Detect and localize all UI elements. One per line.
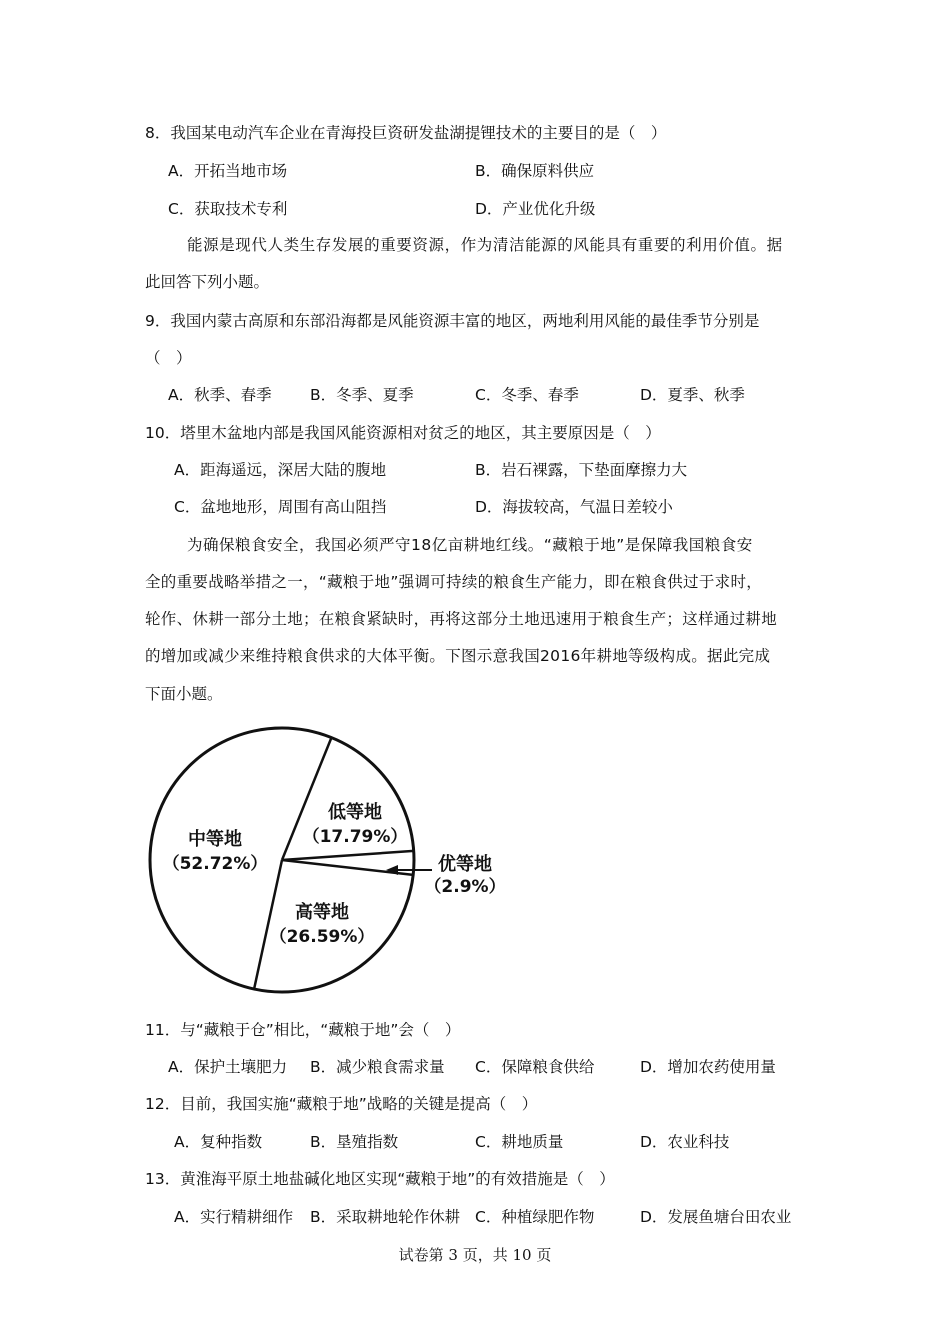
page-footer: 试卷第 3 页，共 10 页	[398, 1246, 552, 1264]
label-excellent-grade-name: 优等地	[438, 854, 492, 875]
q12-option-a: A．复种指数	[174, 1133, 263, 1151]
label-high-grade-value: （26.59%）	[269, 927, 375, 947]
q13-stem: 13．黄淮海平原土地盐碱化地区实现“藏粮于地”的有效措施是（ ）	[145, 1170, 615, 1188]
label-excellent-grade-value: （2.9%）	[424, 877, 506, 897]
q12-stem: 12．目前，我国实施“藏粮于地”战略的关键是提高（ ）	[145, 1095, 538, 1113]
passage2-line5: 下面小题。	[145, 685, 223, 703]
q10-stem: 10．塔里木盆地内部是我国风能资源相对贫乏的地区，其主要原因是（ ）	[145, 424, 661, 442]
q9-option-c: C．冬季、春季	[475, 386, 579, 404]
q13-option-d: D．发展鱼塘台田农业	[640, 1208, 792, 1226]
q8-option-c: C．获取技术专利	[168, 200, 288, 218]
passage1-line2: 此回答下列小题。	[145, 273, 270, 291]
label-high-grade-name: 高等地	[295, 902, 349, 923]
q8-option-d: D．产业优化升级	[475, 200, 596, 218]
passage1-line1: 能源是现代人类生存发展的重要资源，作为清洁能源的风能具有重要的利用价值。据	[187, 236, 783, 254]
q13-option-a: A．实行精耕细作	[174, 1208, 294, 1226]
q11-option-c: C．保障粮食供给	[475, 1058, 595, 1076]
q9-stem-line1: 9．我国内蒙古高原和东部沿海都是风能资源丰富的地区，两地利用风能的最佳季节分别是	[145, 312, 760, 330]
q10-option-d: D．海拔较高，气温日差较小	[475, 498, 673, 516]
label-low-grade-name: 低等地	[328, 802, 382, 823]
label-medium-grade-name: 中等地	[188, 829, 242, 850]
q9-stem-line2: （ ）	[145, 349, 192, 367]
q9-option-a: A．秋季、春季	[168, 386, 272, 404]
q8-option-b: B．确保原料供应	[475, 162, 595, 180]
q12-option-c: C．耕地质量	[475, 1133, 564, 1151]
q10-option-c: C．盆地地形，周围有高山阻挡	[174, 498, 387, 516]
q13-option-b: B．采取耕地轮作休耕	[310, 1208, 461, 1226]
farmland-grade-pie-chart	[140, 720, 520, 1010]
q13-option-c: C．种植绿肥作物	[475, 1208, 595, 1226]
q10-option-a: A．距海遥远，深居大陆的腹地	[174, 461, 387, 479]
q10-option-b: B．岩石裸露，下垫面摩擦力大	[475, 461, 688, 479]
q12-option-d: D．农业科技	[640, 1133, 730, 1151]
q11-option-b: B．减少粮食需求量	[310, 1058, 445, 1076]
q11-option-a: A．保护土壤肥力	[168, 1058, 288, 1076]
q8-option-a: A．开拓当地市场	[168, 162, 288, 180]
label-medium-grade-value: （52.72%）	[162, 854, 268, 874]
q11-option-d: D．增加农药使用量	[640, 1058, 776, 1076]
passage2-line1: 为确保粮食安全，我国必须严守18亿亩耕地红线。“藏粮于地”是保障我国粮食安	[187, 536, 753, 554]
q9-option-d: D．夏季、秋季	[640, 386, 745, 404]
passage2-line3: 轮作、休耕一部分土地；在粮食紧缺时，再将这部分土地迅速用于粮食生产；这样通过耕地	[145, 610, 778, 628]
q8-stem: 8．我国某电动汽车企业在青海投巨资研发盐湖提锂技术的主要目的是（ ）	[145, 124, 667, 142]
q9-option-b: B．冬季、夏季	[310, 386, 414, 404]
q11-stem: 11．与“藏粮于仓”相比，“藏粮于地”会（ ）	[145, 1021, 461, 1039]
label-low-grade-value: （17.79%）	[302, 827, 408, 847]
passage2-line2: 全的重要战略举措之一，“藏粮于地”强调可持续的粮食生产能力，即在粮食供过于求时，	[145, 573, 763, 591]
passage2-line4: 的增加或减少来维持粮食供求的大体平衡。下图示意我国2016年耕地等级构成。据此完成	[145, 647, 771, 665]
q12-option-b: B．垦殖指数	[310, 1133, 399, 1151]
